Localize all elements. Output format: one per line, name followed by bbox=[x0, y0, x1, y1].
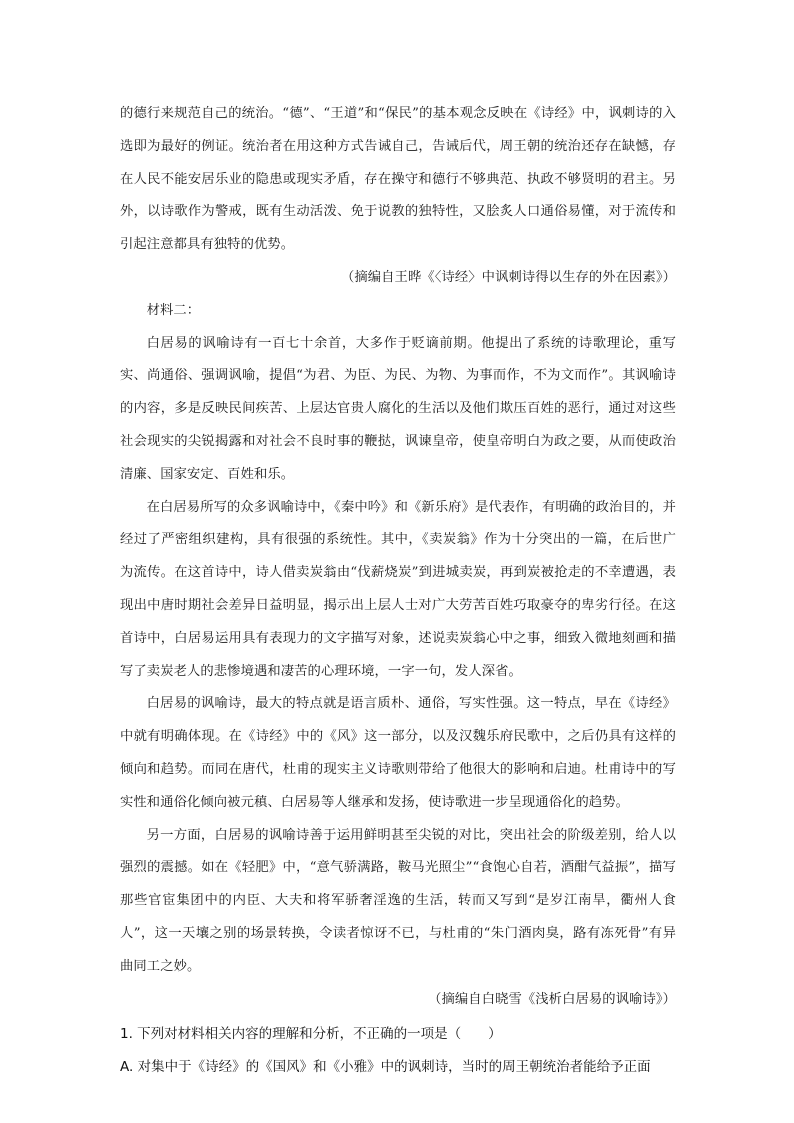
source-citation-2: （摘编自白晓雪《浅析白居易的讽喻诗》） bbox=[428, 991, 676, 1007]
paragraph-3: 白居易的讽喻诗，最大的特点就是语言质朴、通俗，写实性强。这一特点，早在《诗经》中就有明确体现。在《诗经》中的《风》这一部分，以及汉魏乐府民歌中，之后仍具有这样的倾向和趋势。而同在唐代，杜甫的现实主义诗歌则带给了他很大的影响和启迪。杜甫诗中的写实性和通俗化倾向被元稹、白居易等人继承和发扬，使诗歌进一步呈现通俗化的趋势。 bbox=[120, 696, 676, 810]
paragraph-2: 在白居易所写的众多讽喻诗中，《秦中吟》和《新乐府》是代表作，有明确的政治目的，并经过了严密组织建构，具有很强的系统性。其中，《卖炭翁》作为十分突出的一篇，在后世广为流传。在这首诗中，诗人借卖炭翁由“伐薪烧炭”到进城卖炭，再到炭被抢走的不幸遭遇，表现出中唐时期社会差异日益明显，揭示出上层人士对广大劳苦百姓巧取豪夺的卑劣行径。在这首诗中，白居易运用具有表现力的文字描写对象，述说卖炭翁心中之事，细致入微地刻画和描写了卖炭老人的悲惨境遇和凄苦的心理环境，一字一句，发人深省。 bbox=[120, 499, 676, 679]
material-2-label: 材料二： bbox=[146, 302, 201, 318]
paragraph-1: 白居易的讽喻诗有一百七十余首，大多作于贬谪前期。他提出了系统的诗歌理论，重写实、尚通俗、强调讽喻，提倡“为君、为臣、为民、为物、为事而作，不为文而作”。其讽喻诗的内容，多是反映民间疾苦、上层达官贵人腐化的生活以及他们欺压百姓的恶行，通过对这些社会现实的尖锐揭露和对社会不良时事的鞭挞，讽谏皇帝，使皇帝明白为政之要，从而使政治清廉、国家安定、百姓和乐。 bbox=[120, 335, 676, 482]
source-citation-1: （摘编自王晔《〈诗经〉中讽刺诗得以生存的外在因素》） bbox=[340, 269, 676, 285]
paragraph-4: 另一方面，白居易的讽喻诗善于运用鲜明甚至尖锐的对比，突出社会的阶级差别，给人以强烈的震撼。如在《轻肥》中，“意气骄满路，鞍马光照尘”“食饱心自若，酒酣气益振”，描写那些官宦集团中的内臣、大夫和将军骄奢淫逸的生活，转而又写到“是岁江南旱，衢州人食人”，这一天壤之别的场景转换，令读者惊讶不已，与杜甫的“朱门酒肉臭，路有冻死骨”有异曲同工之妙。 bbox=[120, 827, 676, 974]
option-a: A. 对集中于《诗经》的《国风》和《小雅》中的讽刺诗，当时的周王朝统治者能给予正面 bbox=[120, 1059, 651, 1076]
document-content bbox=[120, 98, 676, 1084]
question-1: 1. 下列对材料相关内容的理解和分析，不正确的一项是（ ） bbox=[120, 1026, 502, 1043]
paragraph-continued: 的德行来规范自己的统治。“德”、“王道”和“保民”的基本观念反映在《诗经》中，讽刺诗的入选即为最好的例证。统治者在用这种方式告诫自己，告诫后代，周王朝的统治还存在缺憾，存在人民不能安居乐业的隐患或现实矛盾，存在操守和德行不够典范、执政不够贤明的君主。另外，以诗歌作为警戒，既有生动活泼、免于说教的独特性，又脍炙人口通俗易懂，对于流传和引起注意都具有独特的优势。 bbox=[120, 106, 676, 253]
